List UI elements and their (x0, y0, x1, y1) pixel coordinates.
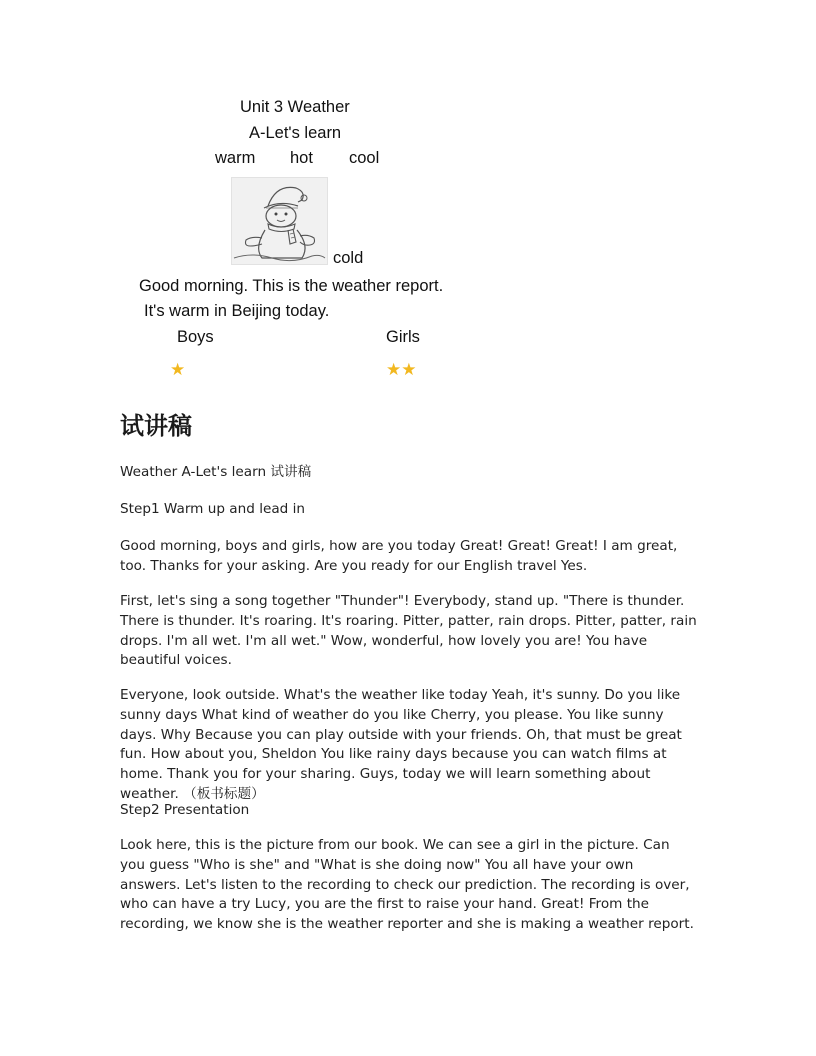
step1-text: Step1 Warm up and lead in (120, 501, 306, 517)
boys-label: Boys (177, 328, 214, 346)
paragraph-4 (120, 836, 698, 935)
page-title: 试讲稿 (120, 412, 192, 440)
report-line-1: Good morning. This is the weather report. (139, 277, 444, 295)
girls-star-icon: ★★ (386, 360, 417, 379)
paragraph-1 (120, 537, 698, 577)
word-warm: warm (215, 149, 256, 167)
paragraph-3-text: Everyone, look outside. What's the weather like today Yeah, it's sunny. Do you like sunny days What kind of weather do you like Cherry, you please. You like sunny days. Why Because you can play outside with your friends. Oh, that must be great fun. How about you, Sheldon You like rainy days because you can watch films at home. Thank you for your sharing. Guys, today we will learn something about weather. （板书标题） (120, 687, 682, 802)
word-cool: cool (349, 149, 380, 167)
report-line-2: It's warm in Beijing today. (144, 302, 330, 320)
word-hot: hot (290, 149, 313, 167)
step2-heading (120, 801, 698, 821)
paragraph-2-text: First, let's sing a song together "Thunder"! Everybody, stand up. "There is thunder. There is thunder. It's roaring. It's roaring. Pitter, patter, rain drops. Pitter, patter, rain drops. I'm all wet. I'm all wet." Wow, wonderful, how lovely you are! You have beautiful voices. (120, 593, 697, 669)
girls-label: Girls (386, 328, 420, 346)
lesson-title: A-Let's learn (249, 124, 342, 142)
boys-star-icon: ★ (170, 360, 186, 379)
step1-heading (120, 500, 698, 520)
word-cold: cold (333, 249, 364, 267)
paragraph-3 (120, 686, 698, 805)
unit-title: Unit 3 Weather (240, 98, 350, 116)
paragraph-2 (120, 592, 698, 671)
script-subtitle (120, 463, 698, 483)
paragraph-1-text: Good morning, boys and girls, how are you today Great! Great! Great! I am great, too. Thanks for your asking. Are you ready for our English travel Yes. (120, 538, 678, 574)
snowman-sketch-icon (231, 177, 328, 265)
paragraph-4-text: Look here, this is the picture from our book. We can see a girl in the picture. Can you guess "Who is she" and "What is she doing now" You all have your own answers. Let's listen to the recording to check our prediction. The recording is over, who can have a try Lucy, you are the first to raise your hand. Great! From the recording, we know she is the weather reporter and she is making a weather report. (120, 837, 694, 933)
step2-text: Step2 Presentation (120, 802, 250, 818)
subtitle-text: Weather A-Let's learn 试讲稿 (120, 464, 312, 480)
